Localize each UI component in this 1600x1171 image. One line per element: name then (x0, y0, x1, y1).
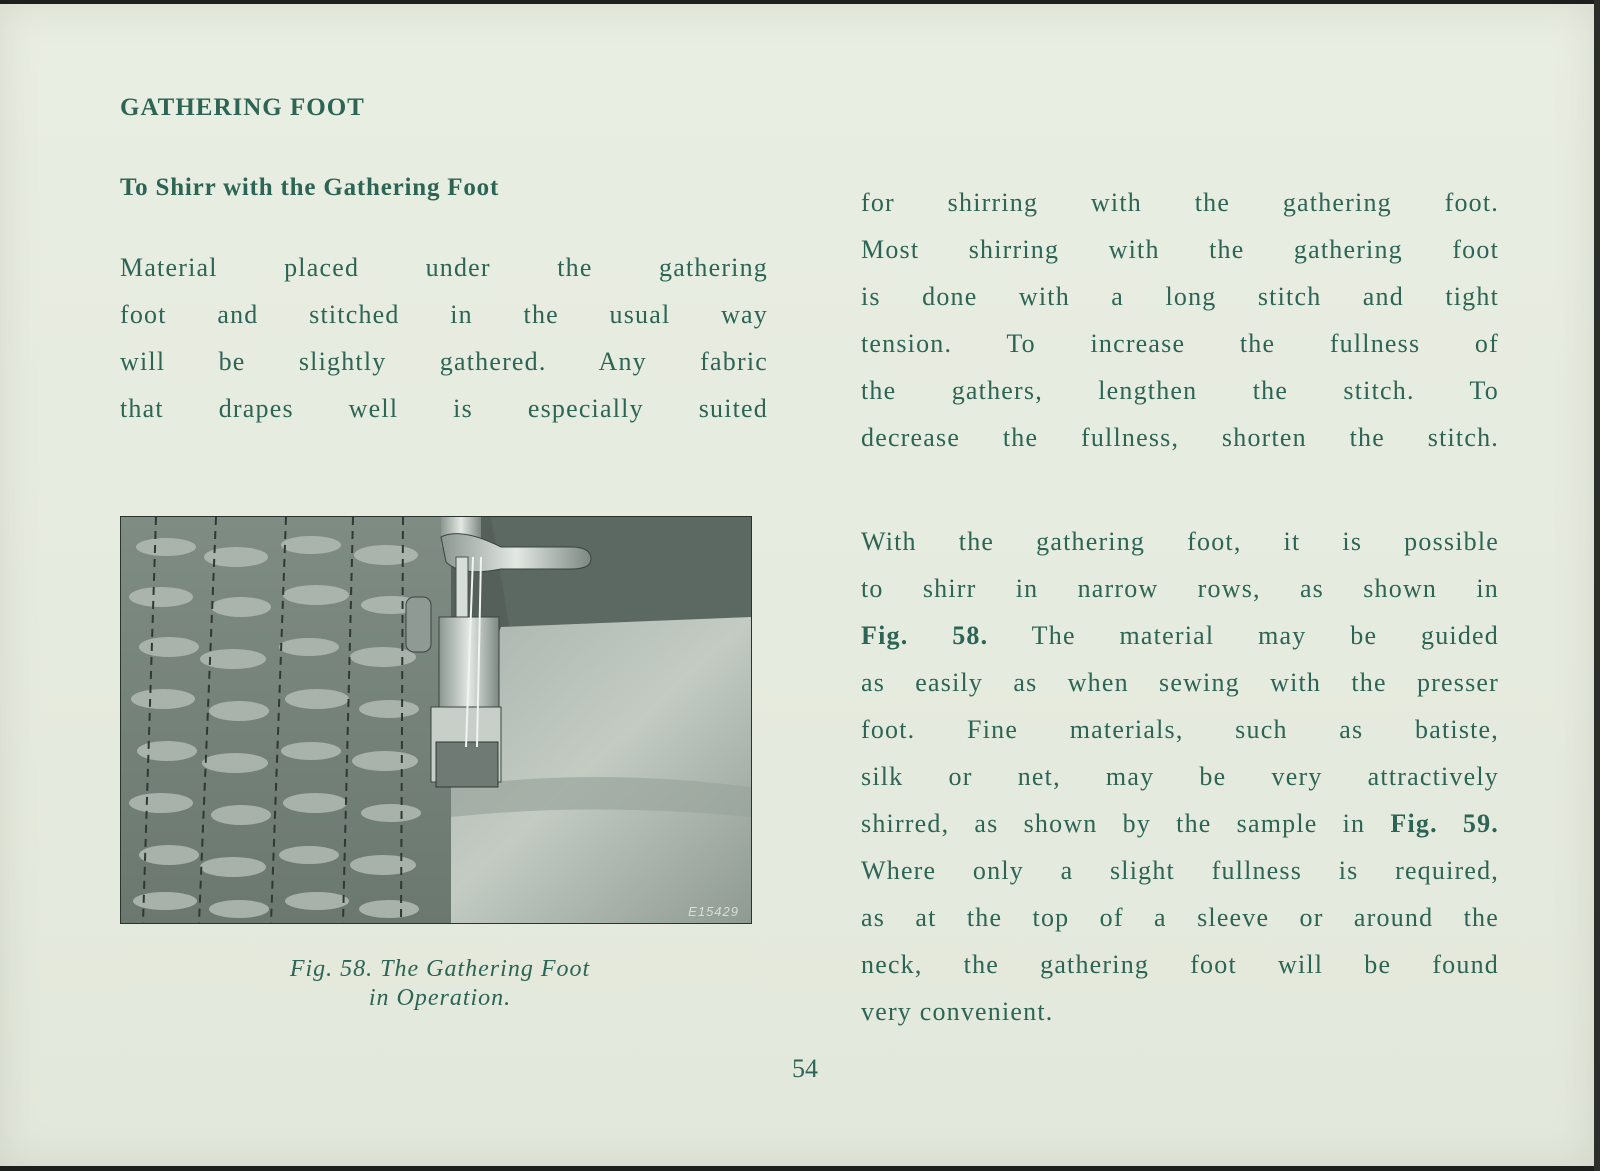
text-fragment: The material may be guided (988, 621, 1499, 650)
text-line: foot. Fine materials, such as batiste, (861, 715, 1499, 744)
sewing-machine-photo-illustration (121, 517, 751, 923)
text-line: is done with a long stitch and tight (861, 282, 1499, 311)
figure-photo-gathering-foot (120, 516, 752, 924)
subsection-heading: To Shirr with the Gathering Foot (120, 174, 500, 201)
text-line: neck, the gathering foot will be found (861, 950, 1499, 979)
text-line: Where only a slight fullness is required, (861, 856, 1499, 885)
right-column-paragraph-2 (861, 518, 1499, 1035)
photo-code-label: E15429 (688, 904, 739, 919)
text-line: very convenient. (861, 997, 1054, 1026)
left-column-paragraph (120, 244, 768, 432)
figure-reference-59: Fig. 59. (1390, 809, 1499, 838)
text-line (861, 800, 1499, 847)
manual-page (0, 4, 1594, 1166)
right-column-paragraph-1 (861, 179, 1499, 461)
text-line (861, 612, 1499, 659)
text-line: for shirring with the gathering foot. (861, 188, 1499, 217)
text-line: foot and stitched in the usual way (120, 300, 768, 329)
section-heading: GATHERING FOOT (120, 94, 365, 121)
caption-line: Fig. 58. The Gathering Foot (289, 956, 591, 982)
text-fragment: shirred, as shown by the sample in (861, 809, 1391, 838)
figure-caption (200, 955, 680, 1013)
text-line: tension. To increase the fullness of (861, 329, 1499, 358)
text-line: to shirr in narrow rows, as shown in (861, 574, 1499, 603)
figure-reference-58: Fig. 58. (861, 621, 989, 650)
caption-line: in Operation. (368, 985, 512, 1011)
page-number: 54 (792, 1054, 818, 1083)
text-line: With the gathering foot, it is possible (861, 527, 1499, 556)
text-line: the gathers, lengthen the stitch. To (861, 376, 1499, 405)
text-line: will be slightly gathered. Any fabric (120, 347, 768, 376)
text-line: as easily as when sewing with the presser (861, 668, 1499, 697)
text-line: decrease the fullness, shorten the stitch. (861, 423, 1499, 452)
text-line: that drapes well is especially suited (120, 394, 768, 423)
page-edge-shadow (1594, 0, 1600, 1171)
text-line: as at the top of a sleeve or around the (861, 903, 1499, 932)
text-line: silk or net, may be very attractively (861, 762, 1499, 791)
text-line: Material placed under the gathering (120, 253, 768, 282)
text-line: Most shirring with the gathering foot (861, 235, 1499, 264)
